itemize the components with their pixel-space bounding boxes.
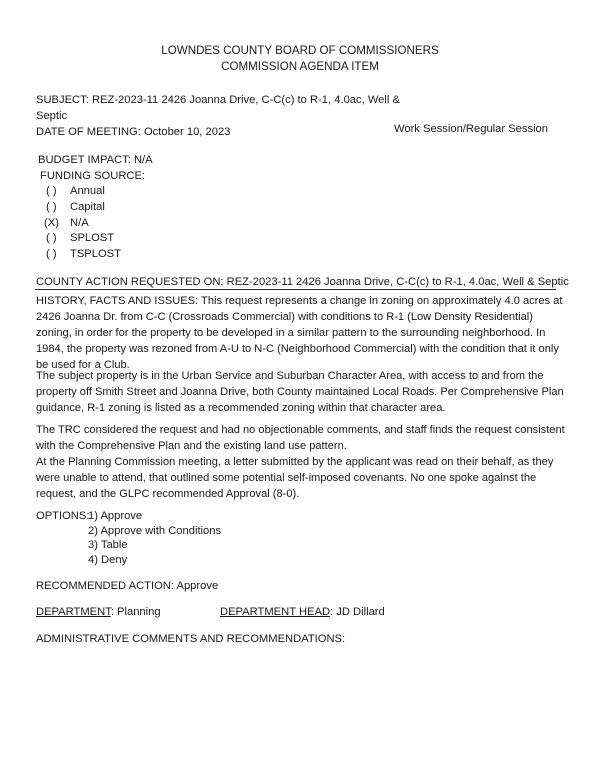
session-type: Work Session/Regular Session — [394, 123, 549, 135]
department-value: Planning — [117, 606, 161, 618]
history-paragraph-2: The subject property is in the Urban Service and Suburban Character Area, with access to and from the property off Smith Street and Joanna Drive, both County maintained Local Roads. Per Comprehensive Plan guidance, R-1 zoning is listed as a recommended zoning within that character area. — [36, 370, 564, 414]
history-paragraph-1 — [36, 293, 568, 373]
checkbox-mark: ( ) — [46, 232, 57, 244]
meeting-date-label: DATE OF MEETING: — [36, 126, 141, 138]
funding-item-label: Annual — [70, 185, 105, 197]
history-paragraph-4: At the Planning Commission meeting, a letter submitted by the applicant was read on their behalf, as they were unable to attend, that outlined some potential self-imposed covenants. No one spoke against the request, and the GLPC recommended Approval (8-0). — [36, 456, 554, 500]
department-head-line: DEPARTMENT HEAD: JD Dillard — [220, 606, 385, 618]
option-approve-with-conditions: 2) Approve with Conditions — [88, 525, 222, 537]
funding-item-label: SPLOST — [70, 232, 115, 244]
funding-item-label: TSPLOST — [70, 248, 121, 260]
recommended-action-label: RECOMMENDED ACTION: — [36, 580, 174, 592]
subject-continuation: Septic — [36, 110, 68, 122]
board-title: LOWNDES COUNTY BOARD OF COMMISSIONERS — [161, 44, 439, 57]
recommended-action-value: Approve — [176, 580, 219, 592]
checkbox-mark: ( ) — [46, 248, 57, 260]
funding-item-capital — [46, 199, 105, 215]
document-title: COMMISSION AGENDA ITEM — [221, 60, 379, 73]
funding-item-annual — [46, 183, 105, 199]
funding-source-label: FUNDING SOURCE: — [40, 170, 146, 182]
subject-line — [36, 92, 400, 108]
funding-item-splost — [46, 230, 114, 246]
meeting-date-value: October 10, 2023 — [143, 126, 231, 138]
option-approve: 1) Approve — [88, 510, 143, 522]
history-paragraph-3: The TRC considered the request and had no objectionable comments, and staff finds the request consistent with the Comprehensive Plan and the existing land use pattern. — [36, 424, 565, 452]
history-label: HISTORY, FACTS AND ISSUES: — [36, 295, 199, 307]
subject-value: REZ-2023-11 2426 Joanna Drive, C-C(c) to R-1, 4.0ac, Well & — [91, 94, 400, 106]
history-text: This request represents a change in zoning on approximately 4.0 acres at 2426 Joanna Dr. from C-C (Crossroads Commercial) with conditions to R-1 (Low Density Residential) zoning, in order for the property to be developed in a similar pattern to the surrounding neighborhood. In 1984, the property was rezoned from A-U to N-C (Neighborhood Commercial) with the condition that it only be used for a Club. — [36, 295, 563, 371]
county-action-line — [36, 274, 569, 290]
department-head-label: DEPARTMENT HEAD — [220, 606, 331, 618]
county-action-label: COUNTY ACTION REQUESTED ON: — [36, 276, 224, 288]
funding-item-label: N/A — [70, 217, 89, 229]
administrative-comments-label: ADMINISTRATIVE COMMENTS AND RECOMMENDATIONS: — [36, 633, 346, 645]
options-label: OPTIONS: — [36, 510, 90, 522]
department-head-value: JD Dillard — [336, 606, 385, 618]
funding-item-na — [44, 215, 89, 231]
budget-impact-label: BUDGET IMPACT: — [38, 154, 131, 166]
budget-impact-value: N/A — [133, 154, 153, 166]
funding-item-tsplost — [46, 246, 121, 262]
budget-impact-line — [38, 152, 153, 168]
option-table: 3) Table — [88, 539, 128, 551]
department-label: DEPARTMENT — [36, 606, 111, 618]
checkbox-mark: ( ) — [46, 185, 57, 197]
checkbox-mark-checked: (X) — [44, 217, 59, 229]
meeting-date-line — [36, 124, 230, 140]
department-line: DEPARTMENT: Planning — [36, 606, 161, 618]
county-action-value: REZ-2023-11 2426 Joanna Drive, C-C(c) to R-1, 4.0ac, Well & Septic — [226, 276, 569, 288]
recommended-action-line — [36, 578, 218, 594]
checkbox-mark: ( ) — [46, 201, 57, 213]
option-deny: 4) Deny — [88, 554, 128, 566]
section-divider — [35, 289, 556, 290]
funding-item-label: Capital — [70, 201, 105, 213]
subject-label: SUBJECT: — [36, 94, 89, 106]
